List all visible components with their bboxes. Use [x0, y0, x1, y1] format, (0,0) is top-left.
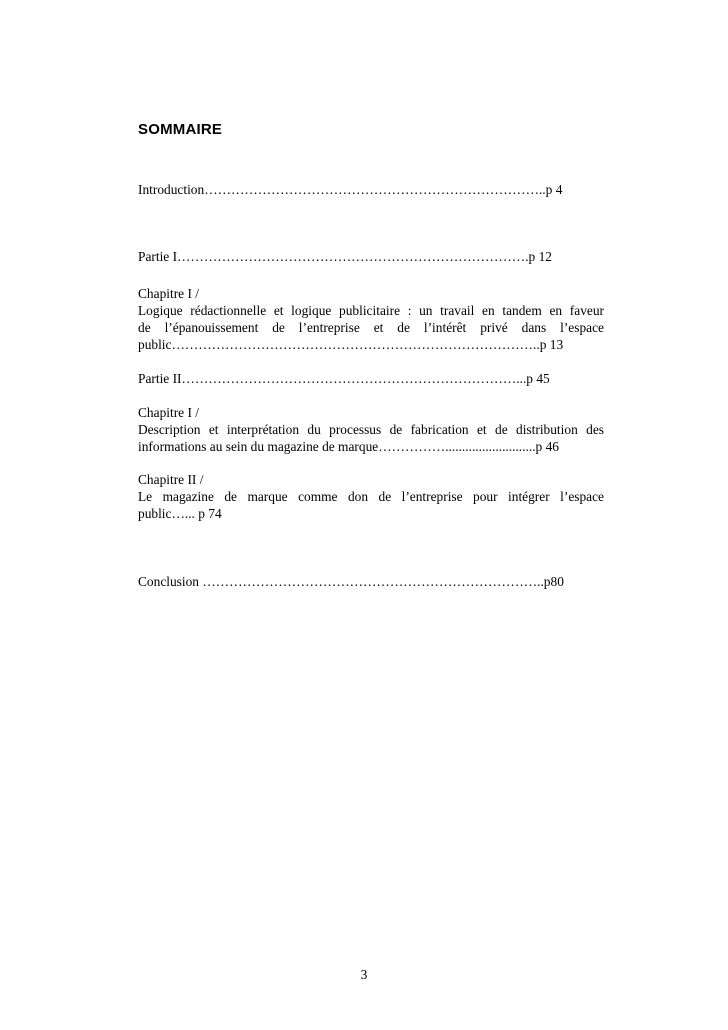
toc-entry-partie-2: Partie II…………………………………………………………………...p 45 [138, 371, 550, 386]
toc-heading-partie1-chapitre1: Chapitre I / [138, 286, 199, 301]
toc-entry-partie-1: Partie I…………………………………………………………………….p 12 [138, 249, 552, 264]
toc-entry-partie1-chapitre1-line1: Logique rédactionnelle et logique publicitaire : un travail en tandem en faveur [138, 303, 604, 318]
page-title: SOMMAIRE [138, 121, 223, 138]
page-number: 3 [360, 967, 368, 982]
toc-entry-partie1-chapitre1-line3: public………………………………………………………………………..p 13 [138, 337, 564, 352]
toc-entry-partie2-chapitre2-line1: Le magazine de marque comme don de l’entreprise pour intégrer l’espace [138, 489, 604, 504]
toc-heading-partie2-chapitre2: Chapitre II / [138, 472, 204, 487]
toc-entry-partie2-chapitre1-line2: informations au sein du magazine de marque……………...........................p 46 [138, 439, 559, 454]
toc-entry-partie2-chapitre1-line1: Description et interprétation du processus de fabrication et de distribution des [138, 422, 604, 437]
toc-entry-partie1-chapitre1-line2: de l’épanouissement de l’entreprise et de l’intérêt privé dans l’espace [138, 320, 604, 335]
toc-heading-partie2-chapitre1: Chapitre I / [138, 405, 199, 420]
toc-entry-partie2-chapitre2-line2: public…... p 74 [138, 506, 222, 521]
toc-entry-introduction: Introduction…………………………………………………………………..p 4 [138, 182, 563, 197]
toc-entry-conclusion: Conclusion …………………………………………………………………..p80 [138, 574, 564, 589]
